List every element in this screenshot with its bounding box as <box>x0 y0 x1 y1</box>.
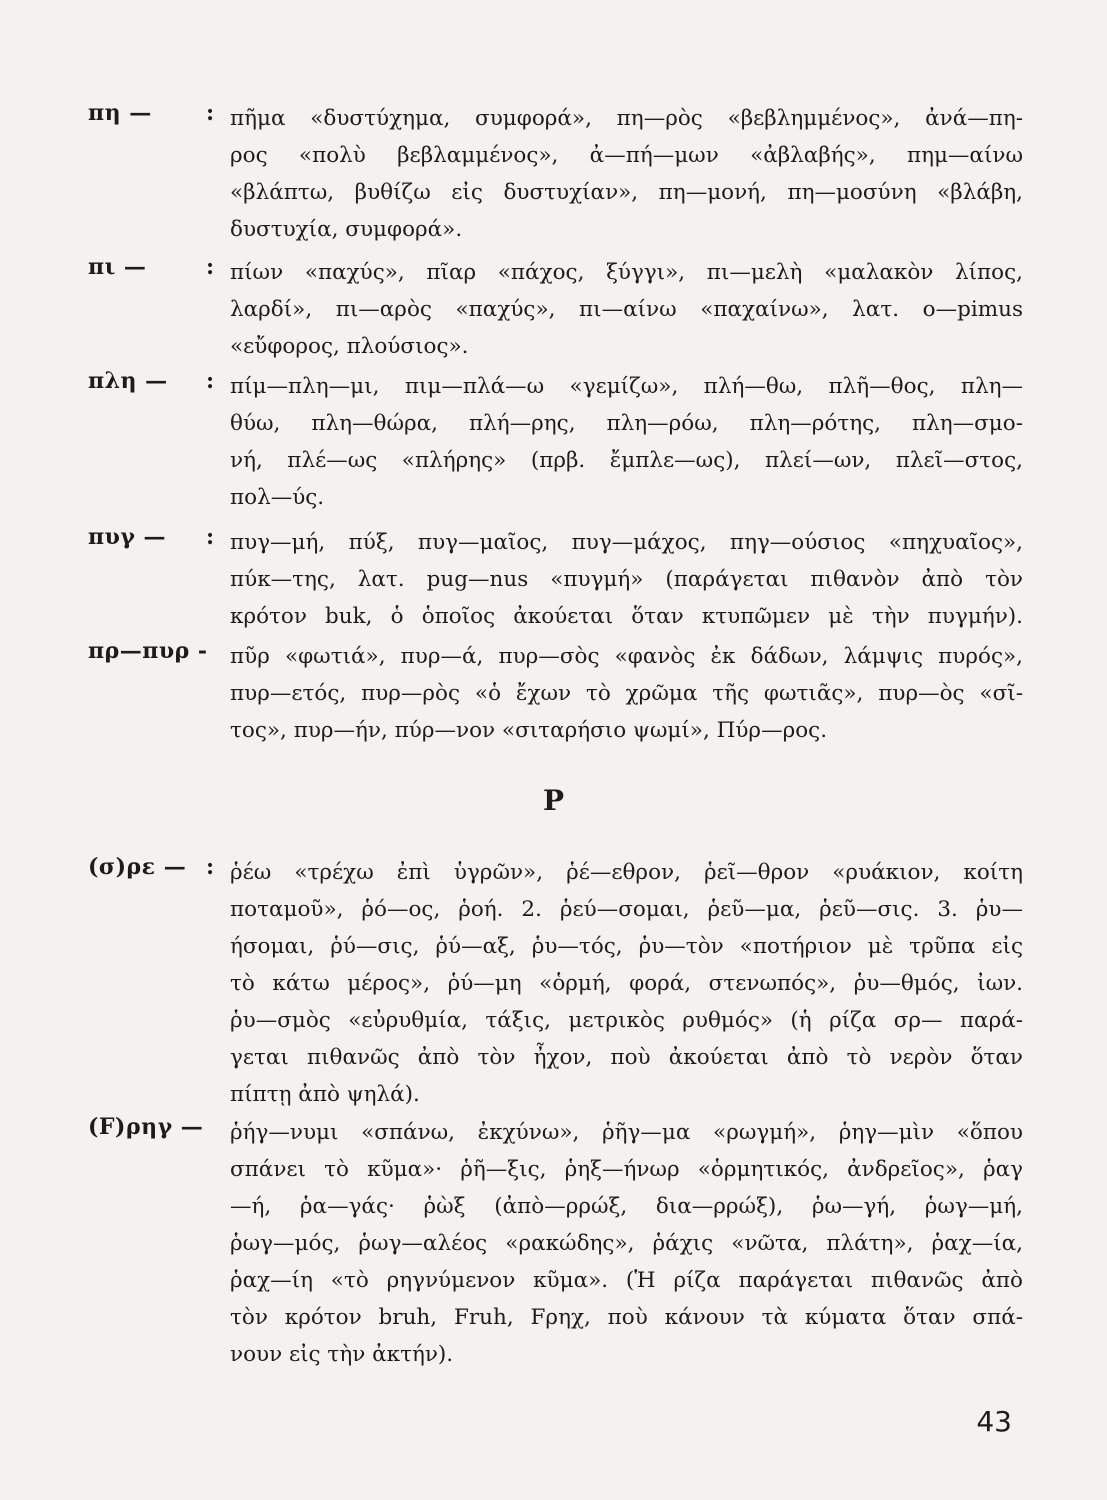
entry-definition <box>230 100 1023 248</box>
entry-definition <box>230 854 1023 1113</box>
entry-root: πη — <box>88 100 152 126</box>
definition-line: τὸ κάτω μέρος», ῥύ—μη «ὁρμή, φορά, στενωπός», ῥυ—θμός, ἰων. <box>230 971 1023 996</box>
entry-root: (σ)ρε — <box>88 854 187 880</box>
definition-line: πολ—ύς. <box>230 485 325 510</box>
entry-root: πυγ — <box>88 524 167 550</box>
entry-colon: : <box>206 254 215 280</box>
definition-line: κρότον buk, ὁ ὁποῖος ἀκούεται ὅταν κτυπῶμεν μὲ τὴν πυγμήν). <box>230 604 1023 629</box>
definition-line: δυστυχία, συμφορά». <box>230 217 463 242</box>
definition-line: σπάνει τὸ κῦμα»· ῥῆ—ξις, ῥηξ—ήνωρ «ὁρμητικός, ἀνδρεῖος», ῥαγ <box>230 1157 1023 1182</box>
definition-line: ῥήγ—νυμι «σπάνω, ἐκχύνω», ῥῆγ—μα «ρωγμή», ῥηγ—μὶν «ὅπου <box>230 1120 1023 1145</box>
definition-line: τὸν κρότον bruh, Fruh, Fρηχ, ποὺ κάνουν τὰ κύματα ὅταν σπά- <box>230 1305 1023 1330</box>
definition-line: πῦρ «φωτιά», πυρ—ά, πυρ—σὸς «φανὸς ἐκ δάδων, λάμψις πυρός», <box>230 644 1023 669</box>
entry-definition <box>230 254 1023 365</box>
definition-line: ρος «πολὺ βεβλαμμένος», ἀ—πή—μων «ἀβλαβής», πημ—αίνω <box>230 143 1023 168</box>
definition-line: ῥέω «τρέχω ἐπὶ ὑγρῶν», ῥέ—εθρον, ῥεῖ—θρον «ρυάκιον, κοίτη <box>230 860 1023 885</box>
definition-line: πίων «παχύς», πῖαρ «πάχος, ξύγγι», πι—μελὴ «μαλακὸν λίπος, <box>230 260 1023 285</box>
entry-root: πλη — <box>88 368 168 394</box>
definition-line: πυγ—μή, πύξ, πυγ—μαῖος, πυγ—μάχος, πηγ—ούσιος «πηχυαῖος», <box>230 530 1023 555</box>
entry-colon: : <box>206 854 215 880</box>
section-heading-rho: Ρ <box>542 784 565 817</box>
entry-definition <box>230 1114 1023 1373</box>
definition-line: τος», πυρ—ήν, πύρ—νον «σιταρήσιο ψωμί», Πύρ—ρος. <box>230 718 828 743</box>
entry-definition <box>230 368 1023 516</box>
entry-definition <box>230 524 1023 635</box>
definition-line: θύω, πλη—θώρα, πλή—ρης, πλη—ρόω, πλη—ρότης, πλη—σμο- <box>230 411 1023 436</box>
definition-line: γεται πιθανῶς ἀπὸ τὸν ἦχον, ποὺ ἀκούεται ἀπὸ τὸ νερὸν ὅταν <box>230 1045 1023 1070</box>
entry-definition <box>230 638 1023 749</box>
definition-line: πυρ—ετός, πυρ—ρὸς «ὁ ἔχων τὸ χρῶμα τῆς φωτιᾶς», πυρ—ὸς «σῖ- <box>230 681 1023 706</box>
definition-line: λαρδί», πι—αρὸς «παχύς», πι—αίνω «παχαίνω», λατ. o—pimus <box>230 297 1023 322</box>
definition-line: πῆμα «δυστύχημα, συμφορά», πη—ρὸς «βεβλημμένος», ἀνά—πη- <box>230 106 1023 131</box>
definition-line: ποταμοῦ», ῥό—ος, ῥοή. 2. ῥεύ—σομαι, ῥεῦ—μα, ῥεῦ—σις. 3. ῥυ— <box>230 897 1023 922</box>
entry-colon: : <box>206 368 215 394</box>
entry-colon: : <box>206 100 215 126</box>
definition-line: νή, πλέ—ως «πλήρης» (πρβ. ἔμπλε—ως), πλεί—ων, πλεῖ—στος, <box>230 448 1023 473</box>
definition-line: ῥυ—σμὸς «εὐρυθμία, τάξις, μετρικὸς ρυθμός» (ἡ ρίζα σρ— παρά- <box>230 1008 1023 1033</box>
definition-line: πίπτῃ ἀπὸ ψηλά). <box>230 1082 420 1107</box>
definition-line: ῥαχ—ίη «τὸ ρηγνύμενον κῦμα». (Ἡ ρίζα παράγεται πιθανῶς ἀπὸ <box>230 1268 1023 1293</box>
definition-line: νουν εἰς τὴν ἀκτήν). <box>230 1342 454 1367</box>
definition-line: ῥωγ—μός, ῥωγ—αλέος «ρακώδης», ῥάχις «νῶτα, πλάτη», ῥαχ—ία, <box>230 1231 1023 1256</box>
definition-line: «βλάπτω, βυθίζω εἰς δυστυχίαν», πη—μονή, πη—μοσύνη «βλάβη, <box>230 180 1023 205</box>
entry-root: πι — <box>88 254 147 280</box>
page-number: 43 <box>976 1405 1012 1438</box>
entry-root: (F)ρηγ — <box>88 1114 204 1140</box>
definition-line: «εὔφορος, πλούσιος». <box>230 334 469 359</box>
definition-line: ήσομαι, ῥύ—σις, ῥύ—αξ, ῥυ—τός, ῥυ—τὸν «ποτήριον μὲ τρῦπα εἰς <box>230 934 1023 959</box>
definition-line: —ή, ῥα—γάς· ῥὼξ (ἀπὸ—ρρώξ, δια—ρρώξ), ῥω—γή, ῥωγ—μή, <box>230 1194 1023 1219</box>
entry-root: πρ—πυρ - <box>88 638 208 664</box>
definition-line: πύκ—της, λατ. pug—nus «πυγμή» (παράγεται πιθανὸν ἀπὸ τὸν <box>230 567 1023 592</box>
entry-colon: : <box>206 524 215 550</box>
definition-line: πίμ—πλη—μι, πιμ—πλά—ω «γεμίζω», πλή—θω, πλῆ—θος, πλη— <box>230 374 1023 399</box>
